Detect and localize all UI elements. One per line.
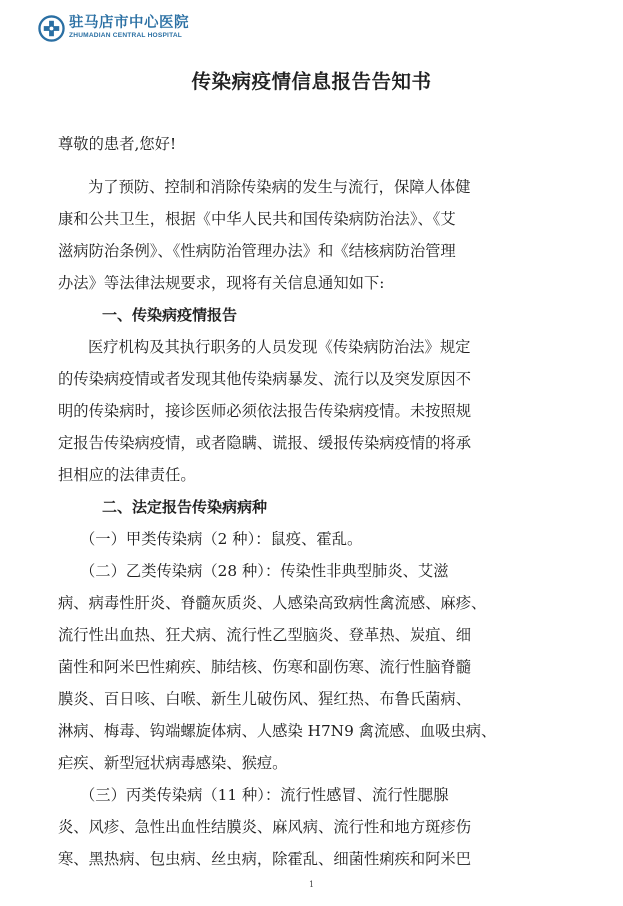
page-number: 1 bbox=[308, 880, 315, 889]
intro-line: 滋病防治条例》、《性病防治管理办法》和《结核病防治管理 bbox=[58, 242, 456, 260]
class-b-line: 淋病、梅毒、钩端螺旋体病、人感染 H7N9 禽流感、血吸虫病、 bbox=[58, 722, 497, 740]
hospital-logo-icon bbox=[38, 15, 65, 42]
class-c-line: 寒、黑热病、包虫病、丝虫病，除霍乱、细菌性痢疾和阿米巴 bbox=[58, 850, 472, 868]
section-heading-epidemic-report: 一、传染病疫情报告 bbox=[102, 306, 238, 324]
class-b-line: 病、病毒性肝炎、脊髓灰质炎、人感染高致病性禽流感、麻疹、 bbox=[58, 594, 487, 612]
hospital-name-cn: 驻马店市中心医院 bbox=[69, 15, 189, 32]
section-heading-disease-types: 二、法定报告传染病病种 bbox=[102, 498, 268, 516]
class-b-line: 流行性出血热、狂犬病、流行性乙型脑炎、登革热、炭疽、细 bbox=[58, 626, 472, 644]
class-a-line: （一）甲类传染病（2 种）：鼠疫、霍乱。 bbox=[80, 530, 363, 548]
hospital-header bbox=[38, 12, 189, 44]
section1-line: 担相应的法律责任。 bbox=[58, 466, 196, 484]
section1-line: 定报告传染病疫情，或者隐瞒、谎报、缓报传染病疫情的将承 bbox=[58, 434, 472, 452]
section1-line: 明的传染病时，接诊医师必须依法报告传染病疫情。未按照规 bbox=[58, 402, 472, 420]
greeting: 尊敬的患者,您好! bbox=[58, 135, 177, 153]
intro-line: 办法》等法律法规要求，现将有关信息通知如下: bbox=[58, 274, 385, 292]
section1-line: 医疗机构及其执行职务的人员发现《传染病防治法》规定 bbox=[88, 338, 471, 356]
class-c-line: 炎、风疹、急性出血性结膜炎、麻风病、流行性和地方斑疹伤 bbox=[58, 818, 472, 836]
class-b-line: （二）乙类传染病（28 种）：传染性非典型肺炎、艾滋 bbox=[80, 562, 449, 580]
class-b-line: 疟疾、新型冠状病毒感染、猴痘。 bbox=[58, 754, 288, 772]
class-c-line: （三）丙类传染病（11 种）：流行性感冒、流行性腮腺 bbox=[80, 786, 449, 804]
document-title: 传染病疫情信息报告告知书 bbox=[191, 70, 432, 93]
section1-line: 的传染病疫情或者发现其他传染病暴发、流行以及突发原因不 bbox=[58, 370, 472, 388]
intro-line: 为了预防、控制和消除传染病的发生与流行，保障人体健 bbox=[88, 178, 471, 196]
intro-line: 康和公共卫生，根据《中华人民共和国传染病防治法》、《艾 bbox=[58, 210, 456, 228]
class-b-line: 菌性和阿米巴性痢疾、肺结核、伤寒和副伤寒、流行性脑脊髓 bbox=[58, 658, 472, 676]
hospital-name-en: ZHUMADIAN CENTRAL HOSPITAL bbox=[69, 31, 183, 39]
class-b-line: 膜炎、百日咳、白喉、新生儿破伤风、猩红热、布鲁氏菌病、 bbox=[58, 690, 472, 708]
